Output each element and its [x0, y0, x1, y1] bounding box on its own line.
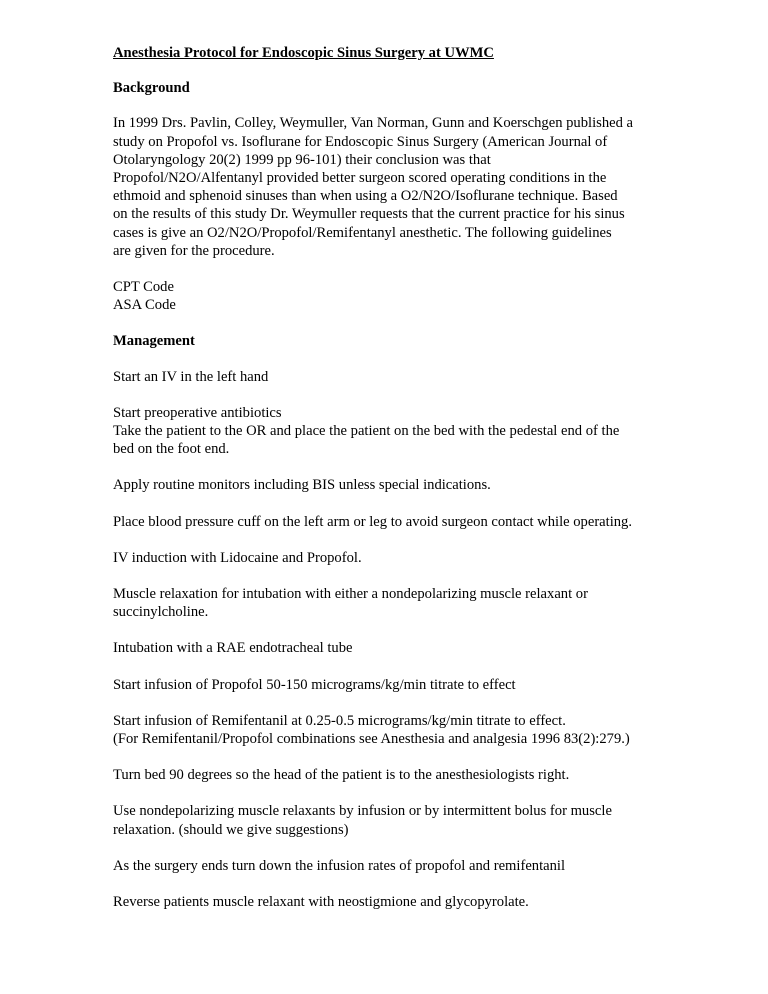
management-step	[113, 368, 653, 386]
background-line: In 1999 Drs. Pavlin, Colley, Weymuller, Van Norman, Gunn and Koerschgen published a	[113, 115, 634, 132]
management-step	[113, 404, 653, 459]
cpt-code-label: CPT Code	[113, 279, 174, 296]
background-line: study on Propofol vs. Isoflurane for Endoscopic Sinus Surgery (American Journal of	[113, 133, 608, 150]
management-step	[113, 857, 653, 875]
step-line: Start infusion of Propofol 50-150 micrograms/kg/min titrate to effect	[113, 676, 516, 693]
step-line: Take the patient to the OR and place the patient on the bed with the pedestal end of the	[113, 423, 620, 440]
background-line: cases is give an O2/N2O/Propofol/Remifentanyl anesthetic. The following guidelines	[113, 224, 612, 241]
asa-code-label: ASA Code	[113, 297, 176, 314]
document-page	[113, 44, 653, 929]
background-line: Propofol/N2O/Alfentanyl provided better surgeon scored operating conditions in the	[113, 170, 607, 187]
management-step	[113, 893, 653, 911]
management-step	[113, 766, 653, 784]
step-line: (For Remifentanil/Propofol combinations see Anesthesia and analgesia 1996 83(2):279.)	[113, 731, 630, 748]
management-step	[113, 802, 653, 838]
step-line: relaxation. (should we give suggestions)	[113, 821, 349, 838]
background-line: Otolaryngology 20(2) 1999 pp 96-101) their conclusion was that	[113, 151, 491, 168]
step-line: Reverse patients muscle relaxant with neostigmione and glycopyrolate.	[113, 894, 529, 911]
background-heading: Background	[113, 80, 190, 97]
background-line: on the results of this study Dr. Weymuller requests that the current practice for his sinus	[113, 206, 625, 223]
management-step	[113, 549, 653, 567]
background-paragraph	[113, 114, 653, 260]
step-line: Use nondepolarizing muscle relaxants by infusion or by intermittent bolus for muscle	[113, 803, 612, 820]
step-line: Turn bed 90 degrees so the head of the patient is to the anesthesiologists right.	[113, 767, 570, 784]
step-line: Place blood pressure cuff on the left arm or leg to avoid surgeon contact while operating.	[113, 513, 633, 530]
background-line: ethmoid and sphenoid sinuses than when using a O2/N2O/Isoflurane technique. Based	[113, 188, 618, 205]
step-line: Start preoperative antibiotics	[113, 404, 282, 421]
step-line: Intubation with a RAE endotracheal tube	[113, 640, 353, 657]
document-title: Anesthesia Protocol for Endoscopic Sinus Surgery at UWMC	[113, 45, 494, 61]
management-step	[113, 476, 653, 494]
step-line: IV induction with Lidocaine and Propofol.	[113, 549, 362, 566]
step-line: As the surgery ends turn down the infusion rates of propofol and remifentanil	[113, 857, 566, 874]
management-heading: Management	[113, 333, 195, 350]
step-line: Start infusion of Remifentanil at 0.25-0.5 micrograms/kg/min titrate to effect.	[113, 712, 566, 729]
management-step	[113, 712, 653, 748]
management-step	[113, 585, 653, 621]
management-step	[113, 676, 653, 694]
step-line: Muscle relaxation for intubation with either a nondepolarizing muscle relaxant or	[113, 586, 588, 603]
background-line: are given for the procedure.	[113, 242, 275, 259]
step-line: Apply routine monitors including BIS unless special indications.	[113, 477, 491, 494]
step-line: succinylcholine.	[113, 604, 209, 621]
management-step	[113, 513, 653, 531]
management-steps	[113, 368, 653, 912]
management-step	[113, 639, 653, 657]
codes-block	[113, 278, 653, 314]
step-line: Start an IV in the left hand	[113, 368, 269, 385]
step-line: bed on the foot end.	[113, 441, 230, 458]
